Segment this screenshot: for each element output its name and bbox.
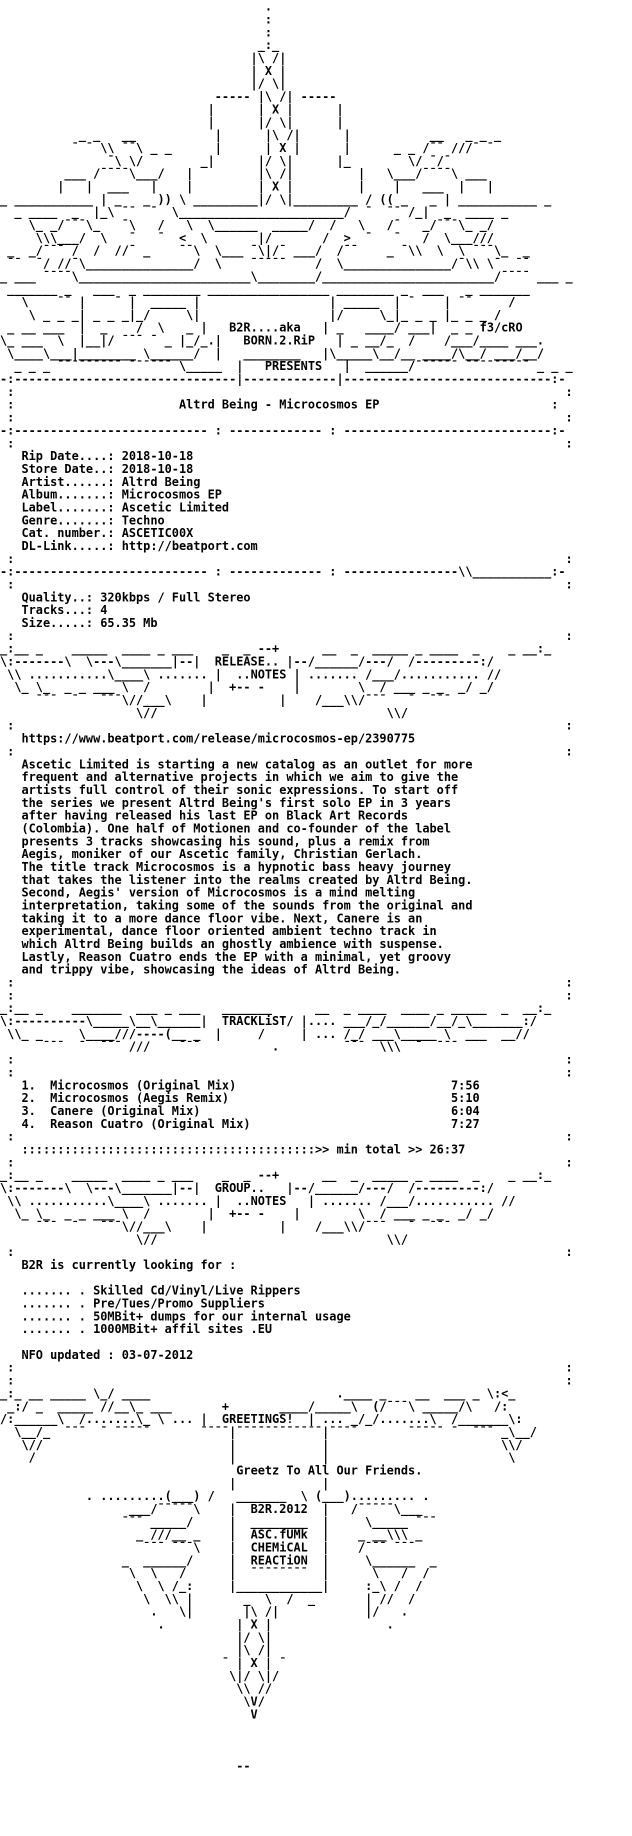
release-url-link[interactable]: https://www.beatport.com/release/microcosmos-ep/2390775 [21, 730, 416, 746]
tracks-count-line: Tracks...: 4 [0, 602, 108, 618]
info-album: Album.......: Microcosmos EP [0, 486, 222, 502]
release-notes-body: Ascetic Limited is starting a new catalog as an outlet for more frequent and alternative projects in which we aim to give the artists full control of their sonic expressions. To start off the series we present Altrd Being's first solo EP in 3 years after having released his last EP on Black Art Records (Colombia). One half of Motionen and co-founder of the label presents 3 tracks showcasing his sound, plus a remix from Aegis, moniker of our Ascetic family, Christian Gerlach. The title track Microcosmos is a hypnotic bass heavy journey that takes the listener into the realms created by Altrd Being. Second, Aegis' version of Microcosmos is a mind melting interpretation, taking some of the sounds from the original and taking it to a more dance floor vibe. Next, Canere is an experimental, dance floor oriented ambient techno track in which Altrd Being builds an ghostly ambience with suspense. Lastly, Reason Cuatro ends the EP with a minimal, yet groovy and trippy vibe, showcasing the ideas of Altrd Being. [21, 756, 473, 977]
track-4: 4. Reason Cuatro (Original Mix) 7:27 [0, 1116, 480, 1131]
info-cat-number: Cat. number.: ASCETIC00X [0, 525, 194, 541]
tracklist-total: :::::::::::::::::::::::::::::::::::::::::>> min total >> 26:37 [0, 1141, 466, 1157]
dl-link[interactable]: http://beatport.com [121, 538, 258, 554]
size-line: Size.....: 65.35 Mb [0, 615, 158, 631]
info-store-date: Store Date..: 2018-10-18 [0, 461, 194, 477]
info-label: Label.......: Ascetic Limited [0, 499, 230, 515]
info-genre: Genre.......: Techno [0, 512, 165, 528]
banner-presents: PRESENTS [264, 358, 323, 374]
info-artist: Artist......: Altrd Being [0, 474, 201, 489]
banner-line-2: BORN.2.RiP [243, 332, 315, 348]
track-1: 1. Microcosmos (Original Mix) 7:56 [0, 1077, 480, 1093]
info-rip-date: Rip Date....: 2018-10-18 [0, 448, 194, 464]
greetz-line: Greetz To All Our Friends. [236, 1462, 423, 1478]
footer-line-3: CHEMiCAL [250, 1539, 308, 1555]
footer-line-2: ASC.fUMk [250, 1526, 308, 1542]
quality-line: Quality..: 320kbps / Full Stereo [0, 589, 251, 605]
banner-line-1: B2R....aka [229, 319, 301, 335]
footer-line-1: B2R.2012 [250, 1501, 308, 1517]
greetings-header: GREETINGS! [221, 1411, 294, 1427]
track-2: 2. Microcosmos (Aegis Remix) 5:10 [0, 1090, 480, 1106]
group-notes-line-1: GROUP.. [214, 1180, 265, 1196]
nfo-art-top: . : : _:_ |\ /| | X | |/ \| ----- |\ /| ----- | | X | | | |/ \| | _ _ __ | |\ /| | __ _ _ _ ¯ ¯ \\ ¯¯\ _ _ | | X | | _ _ /¯¯ ///¯ ¯ ¯\ \/ _| |/ \| |_ \/ ¯/¯ ___ /¯¯¯¯\___/ | |\ /| | \___/¯¯¯¯\ ___ | | ___ | | | X | | | ___ | | _ ___________ | _ _ )) \ _________|/ \|_________ / (( _ _ | ___________ _ _ ____ _ |_\ ¯¯ ¯ \_______________________/ ¯ ¯¯ /_| _ ____ _ \_ _/¯¯¯\_ ¯\ / \ \______ _____/ / \ /¯ _/¯¯¯\_ _/ \\\___/ \ ¯ ¯ < \ |/ / > ¯ ¯ / \___/// _ _/¯¯¯ / / //¯ _ ¯¯\ \___ ¯\|/¯ ___/ /¯¯ _ ¯\\ \ \ ¯¯¯\_ _ ¯¯ ¯/ //¯\_______________/ \ ¯¯¯¯¯ / \_______________/¯\\ \¯ ¯¯ _ ___ ¯¯¯¯\________________________\________/________________________/¯¯¯¯ ___ _ _______ _ ___ _ ________ _________________ ________ _ ___ _ _______ \ ¯¯ | ¯ | _____ | | _____ | ¯ | ¯¯ / \ _ _ _| _ _ _|_/ \| |/ \_|_ _ _ |_ _ _ / [0, 0, 573, 323]
banner-sig: f3/cRO [479, 319, 523, 335]
release-notes-line-2: ..NOTES [236, 666, 287, 682]
release-notes-line-1: RELEASE.. [214, 653, 280, 669]
end-mark: -- [236, 1758, 251, 1773]
nfo-text: . : : _:_ |\ /| | X | |/ \| ----- |\ /| ----- | | X | | | |/ \| | _ _ __ | |\ /| | __ _ _ _ ¯ ¯ \\ ¯¯\ _ _ | | X | | _ _ /¯¯ ///¯ ¯ ¯\ \/ _| |/ \| |_ \/ ¯/¯ ___ /¯¯¯¯\___/ | |\ /| | \___/¯¯¯¯\ ___ | | ___ | | | X | | | ___ | | _ ___________ | _ _ )) \ _________|/ \|_________ / (( _ _ | ___________ _ _ ____ _ |_\ ¯¯ ¯ \_______________________/ ¯ ¯¯ /_| _ ____ _ \_ _/¯¯¯\_ ¯\ / \ \______ _____/ / \ /¯ _/¯¯¯\_ _/ \\\___/ \ ¯ ¯ < \ |/ / > ¯ ¯ / \___/// _ _/¯¯¯ / / //¯ _ ¯¯\ \___ ¯\|/¯ ___/ /¯¯ _ ¯\\ \ \ ¯¯¯\_ _ ¯¯ ¯/ //¯\_______________/ \ ¯¯¯¯¯ / \_______________/¯\\ \¯ ¯¯ _ ___ ¯¯¯¯\________________________\________/________________________/¯¯¯¯ ___ _ _______ _ ___ _ ________ _________________ ________ _ ___ _ _______ \ ¯¯ | ¯ | _____ | | _____ | ¯ | ¯¯ / \ _ _ _| _ _ _|_/ \| |/ \_|_ _ _ |_ _ _ / _ __ ___ | _ / \ _ | B2R....aka | _ ____/ ___| _ _ f3/cRO \_ ___ \ |__|/ ¯¯¯ ¯ _ |_/_.| BORN.2.RiP | _ __/_ / /___/____ ___. \____\___|________ \______/ | ________ |\_____\__/__ ____/\__/ ___/__/ _ _ _ ¯¯¯¯¯¯¯¯¯ ¯¯¯¯¯¯ \_____ | PRESENTS | ______/¯¯¯¯¯¯ ¯¯¯¯¯¯¯¯¯ _ _ _ -:-------------------------------|-------------|-----------------------------:- : : : Altrd Being - Microcosmos EP : : : -:--------------------------- : ------------- : -----------------------------:- : : Rip Date....: 2018-10-18 Store Date..: 2018-10-18 Artist......: Altrd Being Album.......: Microcosmos EP Label.......: Ascetic Limited Genre.......: Techno Cat. number.: ASCETIC00X DL-Link.....: http://beatport.com : : -:--------------------------- : ------------- : ----------------\\___________:- : : Quality..: 320kbps / Full Stereo Tracks...: 4 Size.....: 65.35 Mb : : _:__ _ _____ ____ _ ___ _ _ --+ __ _ _____ _ ____ _ _ __:_ \:-------\ \---\_______|--| RELEASE.. |--/______/---/ /---------:/ \\ ...........\____\ ....... | ..NOTES | ....... /___/........... // \_ \_ _ _ ___ \ / | +-- - | \ / ___ _ _ _/ _/ ¯¯¯ ¯ ¯¯¯\//___\ | | /___\\/¯¯¯ ¯ ¯¯¯ \// \\/ : : https://www.beatport.com/release/microcosmos-ep/2390775 : : Ascetic Limited is starting a new catalog as an outlet for more frequent and alternative projects in which we aim to give the artists full control of their sonic expressions. To start off the series we present Altrd Being's first solo EP in 3 years after having released his last EP on Black Art Records (Colombia). One half of Motionen and co-founder of the label presents 3 tracks showcasing his sound, plus a remix from Aegis, moniker of our Ascetic family, Christian Gerlach. The title track Microcosmos is a hypnotic bass heavy journey that takes the listener into the realms created by Altrd Being. Second, Aegis' version of Microcosmos is a mind melting interpretation, taking some of the sounds from the original and taking it to a more dance floor vibe. Next, Canere is an experimental, dance floor oriented ambient techno track in which Altrd Being builds an ghostly ambience with suspense. Lastly, Reason Cuatro ends the EP with a minimal, yet groovy and trippy vibe, showcasing the ideas of Altrd Being. : : : : _:__ _ _______ ___ _ ___ _______ __ _ ____ ____ _ _____ _ __:_ \:----------\_____\__\______| TRACKLiST/ |.... ___/_/______/__/_\_______:/ \\_ _ \____///----(__ _ | / | ... /_/ ___\_____ \ ___ __// ¯¯¯ ¯ ¯¯¯ /// ¯¯¯ . ¯¯¯ \\\ ¯ ¯¯¯ : : : : 1. Microcosmos (Original Mix) 7:56 2. Microcosmos (Aegis Remix) 5:10 3. Canere (Original Mix) 6:04 4. Reason Cuatro (Original Mix) 7:27 : : :::::::::::::::::::::::::::::::::::::::::>> min total >> 26:37 : : _:__ _ _____ ____ _ ___ _ _ --+ __ _ _____ _ ____ _ _ __:_ \:-------\ \---\_______|--| GROUP.. |--/______/---/ /---------:/ \\ ...........\____\ ....... | ..NOTES | ....... /___/........... // \_ \_ _ _ ___ \ / | +-- - | \ / ___ _ _ _/ _/ ¯¯¯ ¯ ¯¯¯\//___\ | | /___\\/¯¯¯ ¯ ¯¯¯ \// \\/ : : B2R is currently looking for : ....... . Skilled Cd/Vinyl/Live Rippers ....... . Pre/Tues/Promo Suppliers ....... . 50MBit+ dumps for our internal usage ....... . 1000MBit+ affil sites .EU NFO updated : 03-07-2012 : : : : _:_ __ _____ \_/ ____ .____ _ __ ___ _ \:<_ _:/ _ _____ //__\_ ___ + ____/_____\ (/¯¯¯\ _____/\ /: /:______\ /.......\_ \ ... | GREETINGS! | ... _/_/.......\ /_______\: \__/_ ¯¯¯ ¯ ¯¯¯¯¯ ¯¯¯¯|¯¯¯¯¯¯¯¯¯¯¯¯|¯¯¯¯ ¯¯¯¯¯ ¯ ¯¯¯ _\__/ \// | | \\/ / | | \ Greetz To All Our Friends. | | . .........(___) / _______ \ (___)......... . ___/¯¯¯¯¯\ | B2R.2012 | /¯¯¯¯¯\___ ¯¯¯ _____/ | ________ | \_____ ¯¯¯ _ ///__ _ | ASC.fUMk | _ __\\\ _ ¯¯¯ ¯¯¯\ | CHEMiCAL | /¯¯¯ ¯¯¯ _ ______/ | REACTiON | \______ _ \ \ / | ¯¯¯¯¯¯¯¯ | \ / / \ \ /_: |____________| :_\ / / \ \\ | _ \ / _ | // / . \| |\ /| |/ . . | X | . |/ \| |\ /| ¯ | X | ¯ \|/ \|/ \\ // \V/ V -- [0, 0, 573, 1773]
group-notes-line-2: ..NOTES [236, 1193, 287, 1209]
group-notes-body: B2R is currently looking for : ....... . Skilled Cd/Vinyl/Live Rippers ....... . Pre/Tues/Promo Suppliers ....... . 50MBit+ dumps for our internal usage ....... . 1000MBit+ affil sites .EU NFO updated : 03-07-2012 [21, 1257, 351, 1363]
release-title: Altrd Being - Microcosmos EP [178, 396, 380, 412]
footer-line-4: REACTiON [250, 1552, 308, 1568]
tracklist-header: TRACKLiST [221, 1013, 287, 1029]
track-3: 3. Canere (Original Mix) 6:04 [0, 1103, 480, 1119]
